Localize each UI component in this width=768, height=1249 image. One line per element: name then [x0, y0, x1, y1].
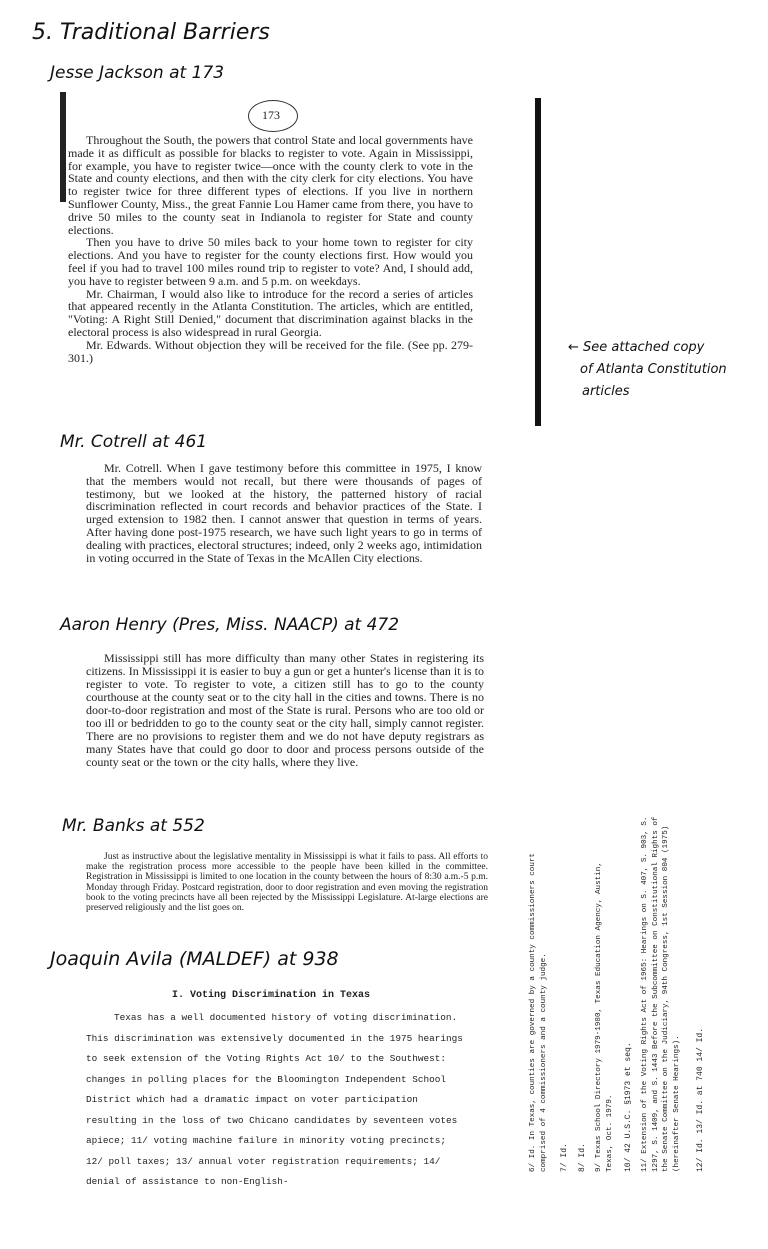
page-number: 173 — [262, 108, 280, 122]
jackson-clipping — [68, 134, 473, 364]
jackson-paragraph-2: Then you have to drive 50 miles back to your home town to register for city elections. And you have to register for the county elections first. How would you feel if you had to travel 100 miles round trip to register to vote? And, I should add, you have to register between 9 a.m. and 5 p.m. on weekdays. — [68, 235, 473, 288]
footnote-12-14: 12/ Id. 13/ Id. at 740 14/ Id. — [696, 1027, 705, 1172]
margin-note-line-3: articles — [582, 384, 630, 399]
cotrell-clipping — [86, 462, 482, 564]
jackson-paragraph-4: Mr. Edwards. Without objection they will be received for the file. (See pp. 279-301.) — [68, 337, 473, 365]
henry-label: Aaron Henry (Pres, Miss. NAACP) at 472 — [60, 615, 400, 635]
footnote-6: 6/ Id. In Texas, counties are governed by a county commissioners court comprised of 4 commissioners and a county judge. — [529, 853, 548, 1172]
jackson-label: Jesse Jackson at 173 — [50, 63, 225, 83]
page-heading: 5. Traditional Barriers — [32, 20, 270, 45]
avila-clipping — [86, 1008, 468, 1193]
footnote-8: 8/ Id. — [578, 1143, 587, 1172]
cotrell-label: Mr. Cotrell at 461 — [60, 432, 208, 452]
avila-section-title: I. Voting Discrimination in Texas — [172, 990, 371, 1001]
footnote-10: 10/ 42 U.S.C. §1973 et seq. — [624, 1042, 633, 1172]
cotrell-paragraph: Mr. Cotrell. When I gave testimony before this committee in 1975, I know that the members would not recall, but there were thousands of pages of testimony, but we looked at the history, the patterned history of racial discrimination reflected in court records and behavior practices of the State. I urged extension to 1982 then. I cannot answer that question in terms of years. After having done post-1975 research, we have such light years to go in terms of dealing with practices, electoral structures; indeed, only 2 weeks ago, intimidation in voting occurred in the State of Texas in the McAllen City elections. — [86, 461, 482, 565]
henry-paragraph: Mississippi still has more difficulty than many other States in registering its citizens. In Mississippi it is easier to buy a gun or get a hunter's license than it is to register to vote. To register to vote, a citizen still has to go to the county courthouse at the county seat or to the city hall in the cities and towns. There is no door-to-door registration and most of the State is rural. Persons who are too old or too ill or bedridden to go to the county seat or the city hall, simply cannot register. There are no provisions to register them and we do not have deputy registrars as many States have that could go door to door and process persons outside of the county seat or the town or the city halls, where they live. — [86, 651, 484, 769]
jackson-paragraph-1: Throughout the South, the powers that control State and local governments have made it as difficult as possible for blacks to register to vote. Again in Mississippi, for example, you have to register twice—once with the county clerk to vote in the State and county elections, and then with the city clerk for city elections. You have to register twice for three different types of elections. If you live in northern Sunflower County, Miss., the great Fannie Lou Hamer came from there, you have to drive 50 miles to the county seat in Indianola to register for State and county elections. — [68, 133, 473, 237]
banks-label: Mr. Banks at 552 — [62, 816, 205, 836]
avila-label: Joaquin Avila (MALDEF) at 938 — [50, 948, 339, 970]
footnote-11: 11/ Extension of the Voting Rights Act of 1965: Hearings on S. 407, S. 903, S. 1297, S. 1409, and S. 1443 Before the Subcommittee on Constitutional Rights of the Senate Committee on the Judiciary, 94th Congress, 1st Session 804 (1975) (hereinafter Senate Hearings). — [641, 816, 681, 1172]
footnote-7: 7/ Id. — [560, 1143, 569, 1172]
henry-clipping — [86, 652, 484, 769]
footnote-9: 9/ Texas School Directory 1979-1980, Texas Education Agency, Austin, Texas, Oct. 1979. — [595, 862, 614, 1172]
banks-clipping — [86, 852, 488, 913]
clipping-right-edge-mark — [535, 98, 541, 426]
margin-note-line-1: ← See attached copy — [568, 340, 705, 355]
margin-note-line-2: of Atlanta Constitution — [580, 362, 727, 377]
avila-paragraph: Texas has a well documented history of voting discrimination. This discrimination was extensively documented in the 1975 hearings to seek extension of the Voting Rights Act 10/ to the Southwest: changes in polling places for the Bloomington Independent School District which had a dramatic impact on voter participation resulting in the loss of two Chicano candidates by seventeen votes apiece; 11/ voting machine failure in minority voting precincts; 12/ poll taxes; 13/ annual voter registration requirements; 14/ denial of assistance to non-English- — [86, 1012, 463, 1187]
banks-paragraph: Just as instructive about the legislative mentality in Mississippi is what it fails to pass. All efforts to make the registration process more accessible to the people have been killed in the committee. Registration in Mississippi is limited to one location in the county between the hours of 8:30 a.m.-5 p.m. Monday through Friday. Postcard registration, door to door registration and even moving the registration book to the voting precincts have all been rejected by the Mississippi Legislature. At-large elections are preserved religiously and the list goes on. — [86, 852, 488, 914]
jackson-paragraph-3: Mr. Chairman, I would also like to introduce for the record a series of articles that appeared recently in the Atlanta Constitution. The articles, which are entitled, "Voting: A Right Still Denied," document that discrimination against blacks in the electoral process is also widespread in rural Georgia. — [68, 286, 473, 339]
clipping-left-edge-mark — [60, 92, 66, 202]
